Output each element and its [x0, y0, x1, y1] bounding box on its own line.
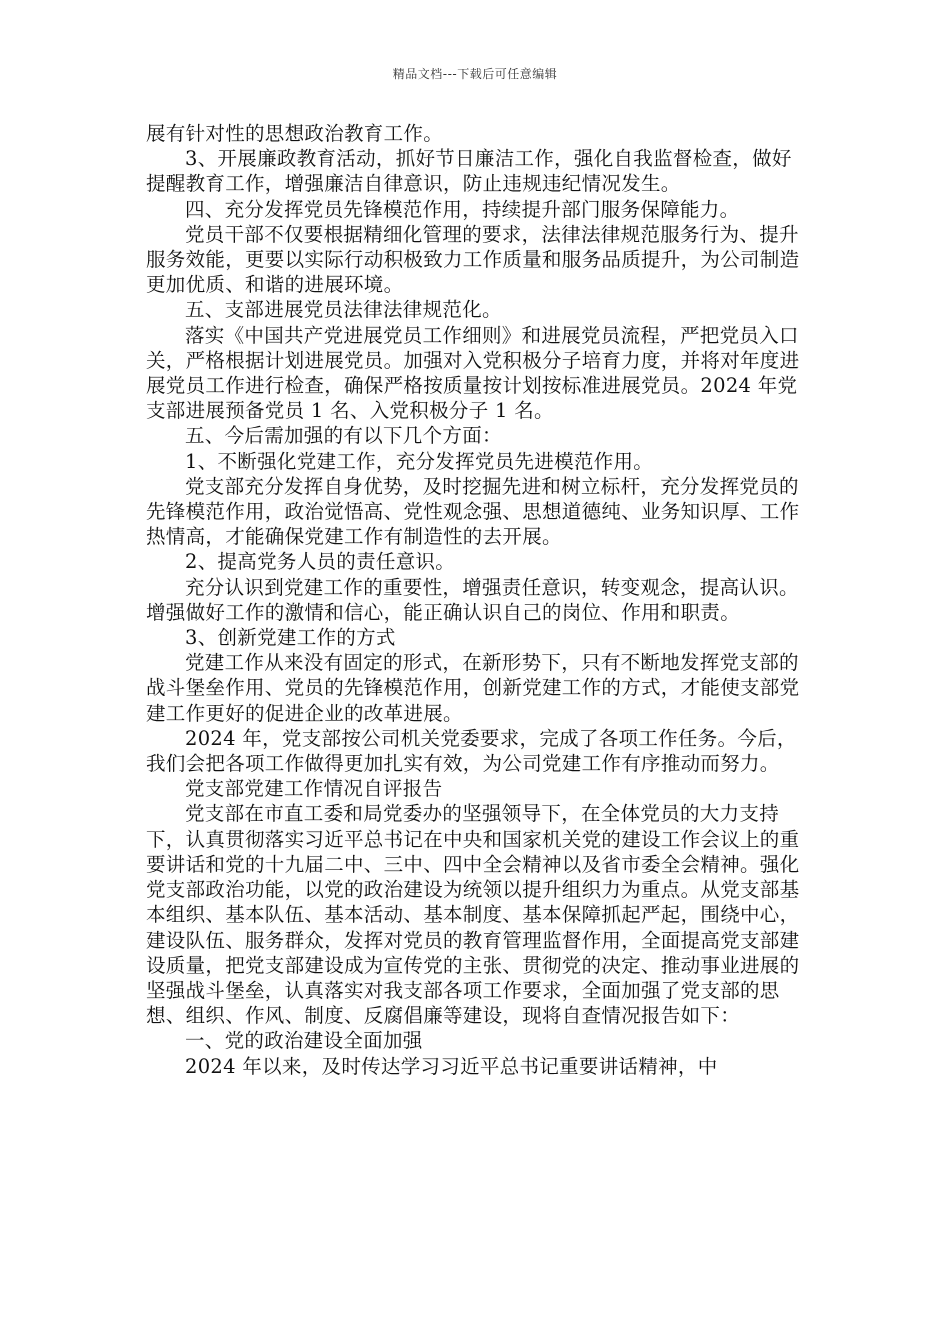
section-heading: 一、党的政治建设全面加强	[185, 1029, 423, 1053]
paragraph: 2024 年，党支部按公司机关党委要求，完成了各项工作任务。今后，我们会把各项工作做得更加扎实有效，为公司党建工作有序推动而努力。	[146, 726, 797, 776]
page-header: 精品文档---下载后可任意编辑	[392, 67, 558, 81]
paragraph: 展有针对性的思想政治教育工作。	[146, 122, 444, 145]
paragraph: 落实《中国共产党进展党员工作细则》和进展党员流程，严把党员入口关，严格根据计划进展党员。加强对入党积极分子培育力度，并将对年度进展党员工作进行检查，确保严格按质量按计划按标准进展党员。2024 年党支部进展预备党员 1 名、入党积极分子 1 名。	[146, 323, 800, 423]
section-heading: 五、今后需加强的有以下几个方面：	[185, 424, 502, 448]
section-heading: 四、充分发挥党员先锋模范作用，持续提升部门服务保障能力。	[185, 197, 740, 221]
paragraph: 党建工作从来没有固定的形式，在新形势下，只有不断地发挥党支部的战斗堡垒作用、党员的先锋模范作用，创新党建工作的方式，才能使支部党建工作更好的促进企业的改革进展。	[146, 651, 800, 725]
subheading: 2、提高党务人员的责任意识。	[185, 550, 456, 574]
paragraph: 2024 年以来，及时传达学习习近平总书记重要讲话精神，中	[185, 1054, 718, 1078]
report-title: 党支部党建工作情况自评报告	[185, 777, 443, 801]
paragraph: 党支部充分发挥自身优势，及时挖掘先进和树立标杆，充分发挥党员的先锋模范作用，政治觉悟高、党性观念强、思想道德纯、业务知识厚、工作热情高，才能确保党建工作有制造性的去开展。	[146, 474, 800, 549]
section-heading: 五、支部进展党员法律法律规范化。	[185, 298, 502, 322]
subheading: 1、不断强化党建工作，充分发挥党员先进模范作用。	[185, 449, 654, 473]
paragraph: 党支部在市直工委和局党委办的坚强领导下，在全体党员的大力支持下，认真贯彻落实习近平总书记在中央和国家机关党的建设工作会议上的重要讲话和党的十九届二中、三中、四中全会精神以及省市委全会精神。强化党支部政治功能，以党的政治建设为统领以提升组织力为重点。从党支部基本组织、基本队伍、基本活动、基本制度、基本保障抓起严起，围绕中心，建设队伍、服务群众，发挥对党员的教育管理监督作用，全面提高党支部建设质量，把党支部建设成为宣传党的主张、贯彻党的决定、推动事业进展的坚强战斗堡垒，认真落实对我支部各项工作要求，全面加强了党支部的思想、组织、作风、制度、反腐倡廉等建设，现将自查情况报告如下：	[146, 802, 800, 1028]
document-body	[146, 121, 810, 1079]
paragraph: 3、开展廉政教育活动，抓好节日廉洁工作，强化自我监督检查，做好提醒教育工作，增强廉洁自律意识，防止违规违纪情况发生。	[146, 147, 792, 196]
subheading: 3、创新党建工作的方式	[185, 626, 396, 650]
paragraph: 充分认识到党建工作的重要性，增强责任意识，转变观念，提高认识。增强做好工作的激情和信心，能正确认识自己的岗位、作用和职责。	[146, 575, 799, 624]
paragraph: 党员干部不仅要根据精细化管理的要求，法律法律规范服务行为、提升服务效能，更要以实际行动积极致力工作质量和服务品质提升，为公司制造更加优质、和谐的进展环境。	[146, 222, 800, 297]
